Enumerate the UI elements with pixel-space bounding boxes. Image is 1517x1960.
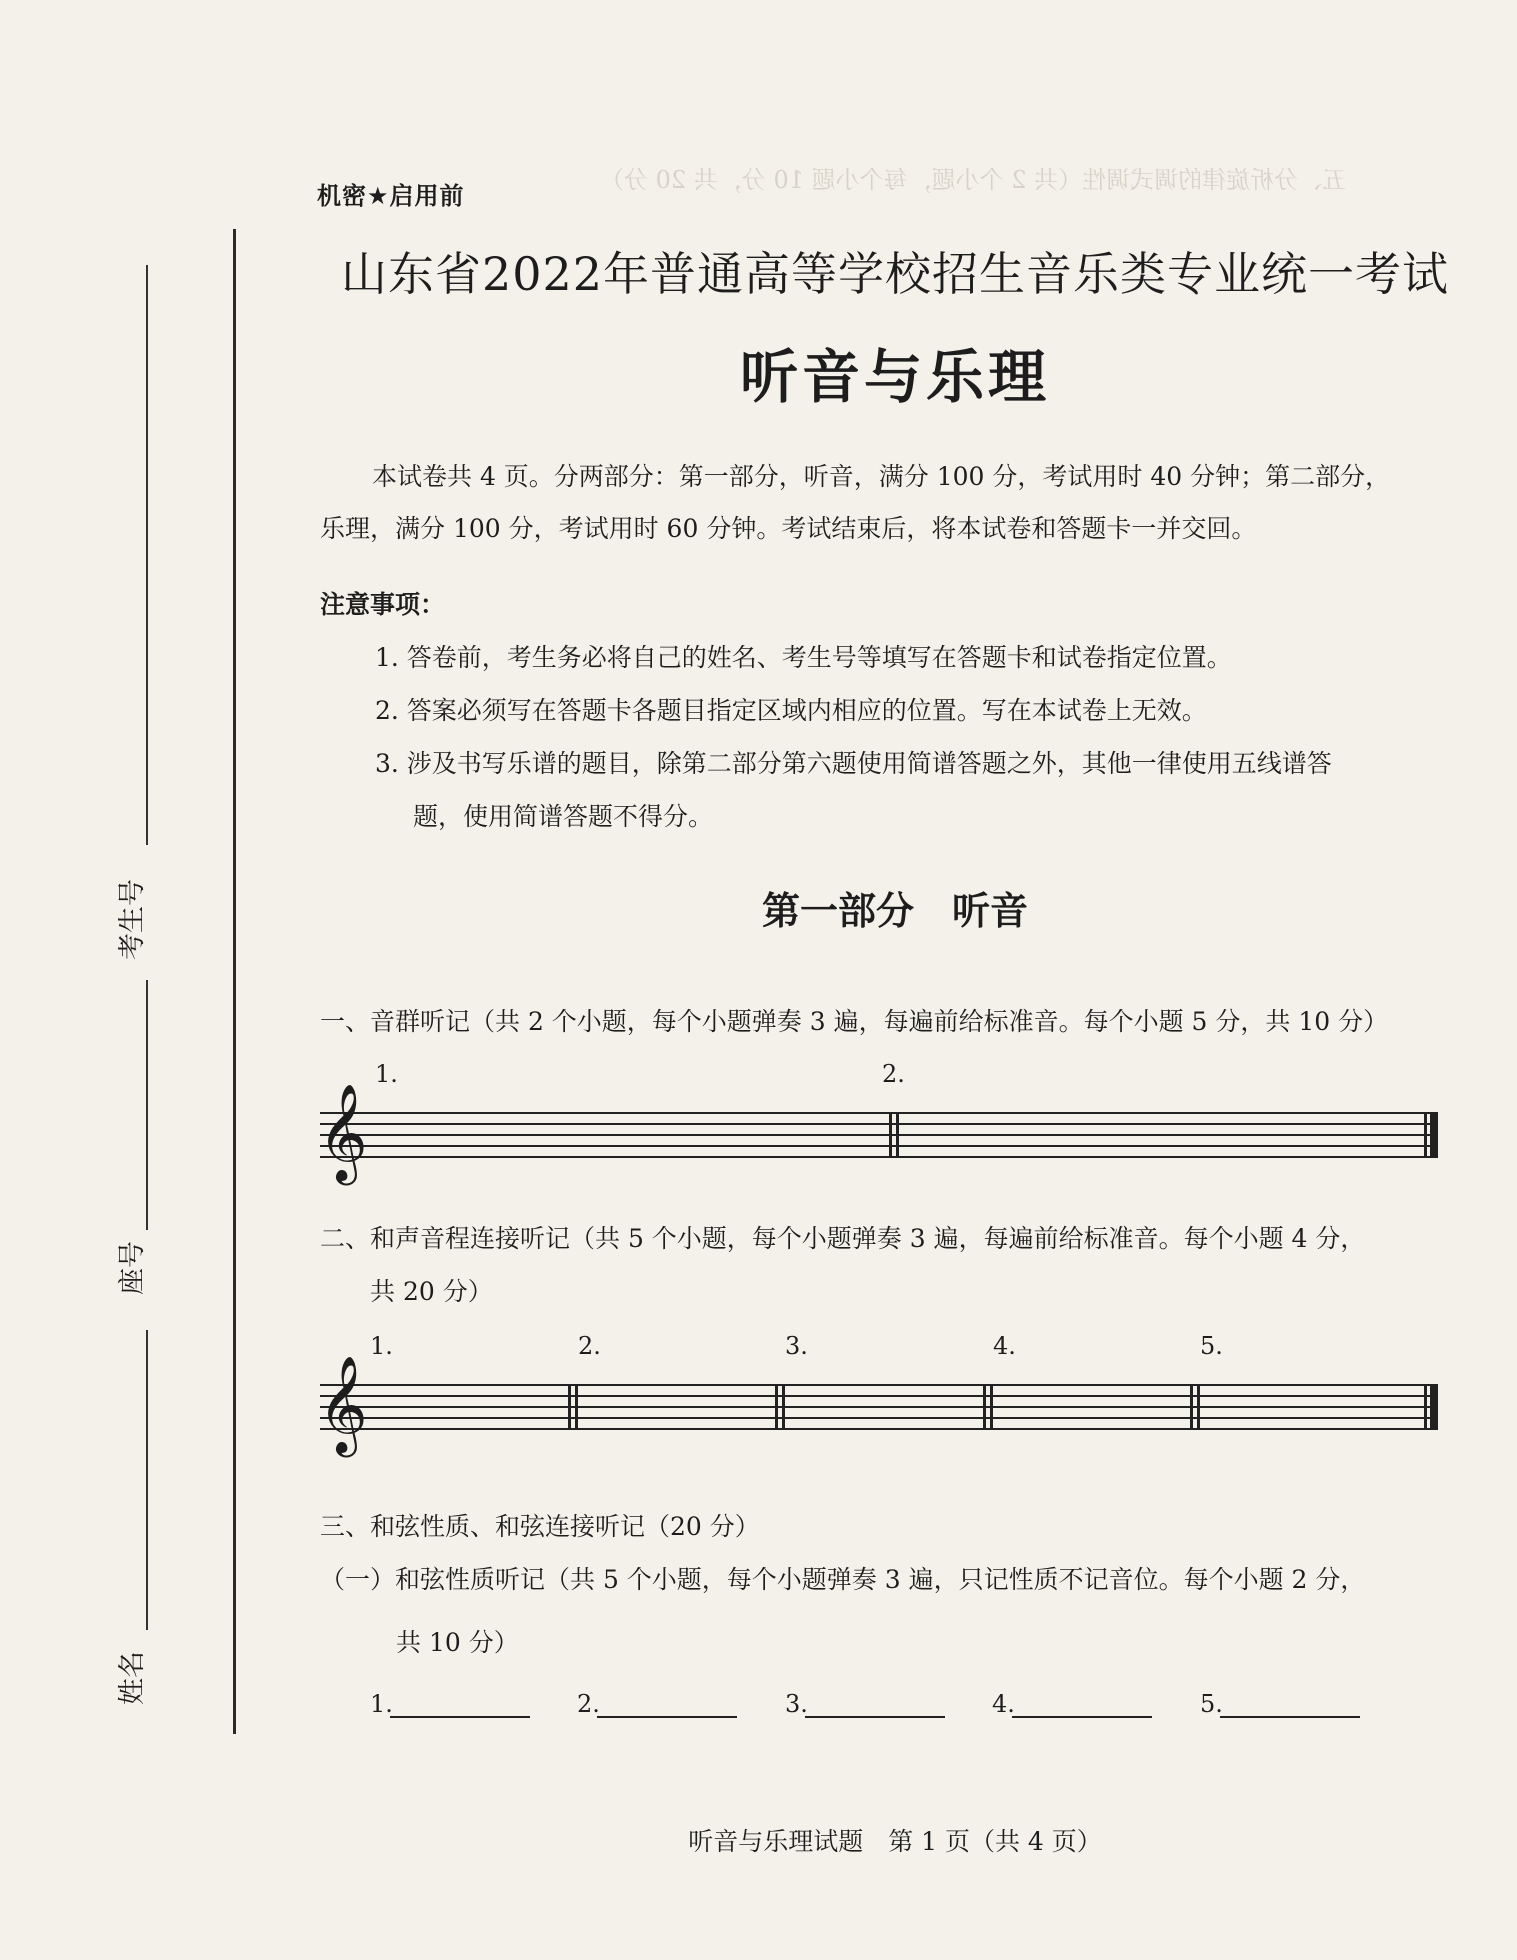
question-3-sub1-line-2: 共 10 分） [396,1628,519,1657]
q3-blank-label-1: 1. [370,1690,393,1718]
q3-answer-blank-3[interactable] [805,1690,945,1718]
q2-final-barline [1430,1384,1438,1430]
question-1-text: 一、音群听记（共 2 个小题，每个小题弹奏 3 遍，每遍前给标准音。每个小题 5 分，共 10 分） [320,1007,1389,1036]
q2-label-3: 3. [785,1332,808,1360]
question-2-text-line-2: 共 20 分） [370,1277,493,1306]
q1-staff [320,1112,1435,1158]
q3-blank-label-5: 5. [1200,1690,1223,1718]
q3-answer-blank-1[interactable] [390,1690,530,1718]
part-one-title: 第一部分 听音 [761,889,1028,933]
q2-bar-2 [775,1384,778,1430]
q2-bar-3b [990,1384,993,1430]
q2-bar-1b [575,1384,578,1430]
notes-item-3-line-2: 题，使用简谱答题不得分。 [413,802,714,831]
q2-bar-4 [1190,1384,1193,1430]
subject-title: 听音与乐理 [739,343,1050,411]
question-2-text-line-1: 二、和声音程连接听记（共 5 个小题，每个小题弹奏 3 遍，每遍前给标准音。每个小题 4 分， [320,1224,1366,1253]
q3-answer-blank-5[interactable] [1220,1690,1360,1718]
intro-line-2: 乐理，满分 100 分，考试用时 60 分钟。考试结束后，将本试卷和答题卡一并交回。 [320,514,1257,543]
name-label: 姓名 [117,1651,148,1705]
notes-item-3-line-1: 3. 涉及书写乐谱的题目，除第二部分第六题使用简谱答题之外，其他一律使用五线谱答 [375,749,1332,778]
q1-label-2: 2. [882,1060,905,1088]
q2-final-barline-thin [1424,1384,1427,1430]
q1-bar-divider-2 [896,1112,899,1158]
q3-blank-label-4: 4. [992,1690,1015,1718]
notes-item-1: 1. 答卷前，考生务必将自己的姓名、考生号等填写在答题卡和试卷指定位置。 [375,643,1232,672]
exam-no-label: 考生号 [117,879,148,960]
notes-heading: 注意事项： [320,590,446,619]
q1-final-barline-thin [1424,1112,1427,1158]
notes-item-2: 2. 答案必须写在答题卡各题目指定区域内相应的位置。写在本试卷上无效。 [375,696,1207,725]
confidential-label: 机密★启用前 [317,182,465,210]
intro-line-1: 本试卷共 4 页。分两部分：第一部分，听音，满分 100 分，考试用时 40 分钟；第二部分， [372,462,1391,491]
q2-bar-2b [782,1384,785,1430]
q3-blank-label-2: 2. [577,1690,600,1718]
q1-final-barline [1430,1112,1438,1158]
q2-bar-4b [1197,1384,1200,1430]
question-3-text: 三、和弦性质、和弦连接听记（20 分） [320,1512,760,1541]
q2-staff [320,1384,1435,1430]
seat-underline-lower [146,1330,148,1630]
treble-clef-icon: 𝄞 [318,1083,368,1181]
q1-bar-divider [889,1112,892,1158]
exam-title: 山东省2022年普通高等学校招生音乐类专业统一考试 [340,247,1450,301]
q3-answer-blank-4[interactable] [1012,1690,1152,1718]
show-through-text: 五、分析旋律的调式调性（共 2 个小题，每个小题 10 分，共 20 分） [600,166,1347,194]
q2-bar-3 [983,1384,986,1430]
q2-bar-1 [568,1384,571,1430]
seat-underline [146,980,148,1230]
binding-line [233,229,236,1734]
q2-label-5: 5. [1200,1332,1223,1360]
page-footer: 听音与乐理试题 第 1 页（共 4 页） [688,1827,1102,1856]
q2-label-4: 4. [993,1332,1016,1360]
q3-blank-label-3: 3. [785,1690,808,1718]
question-3-sub1-line-1: （一）和弦性质听记（共 5 个小题，每个小题弹奏 3 遍，只记性质不记音位。每个小题 2 分， [320,1565,1366,1594]
q1-label-1: 1. [375,1060,398,1088]
treble-clef-icon: 𝄞 [318,1355,368,1453]
seat-label: 座号 [117,1241,148,1295]
exam-no-underline [146,265,148,845]
q3-answer-blank-2[interactable] [597,1690,737,1718]
q2-label-2: 2. [578,1332,601,1360]
q2-label-1: 1. [370,1332,393,1360]
